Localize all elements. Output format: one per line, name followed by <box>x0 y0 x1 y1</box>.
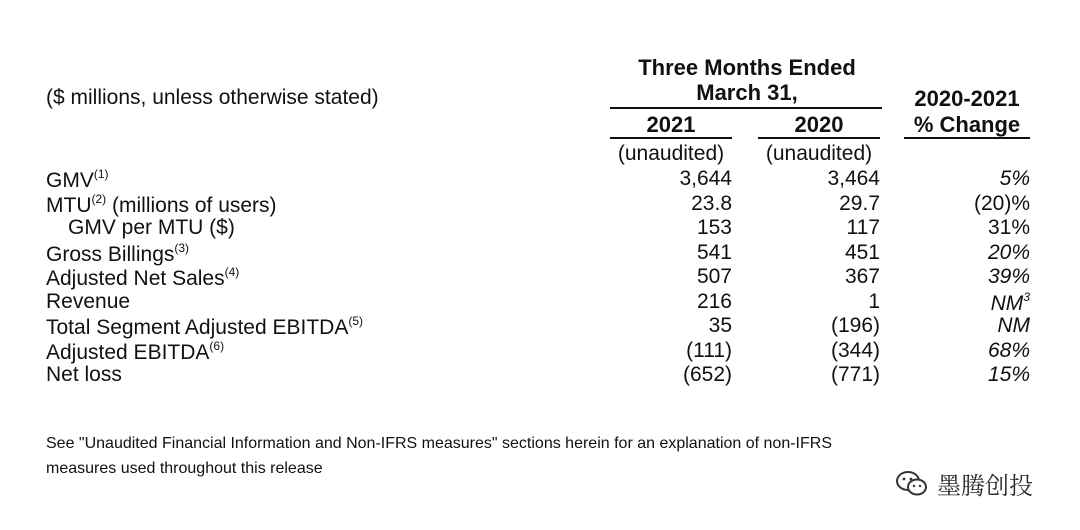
value-2020: 29.7 <box>839 192 880 215</box>
footnote-marker: (5) <box>348 314 363 328</box>
row-label-text: Gross Billings <box>46 243 175 266</box>
percent-change <box>904 339 1030 363</box>
percent-change <box>904 241 1030 265</box>
value-2020: (771) <box>830 363 880 386</box>
row-label <box>46 265 239 291</box>
row-label-text: MTU <box>46 194 92 217</box>
value-2020: 367 <box>844 265 880 288</box>
percent-change <box>904 167 1030 191</box>
row-label <box>46 290 130 314</box>
column-header-2021: 2021 <box>646 112 696 137</box>
row-label <box>46 192 277 218</box>
percent-change <box>904 192 1030 216</box>
percent-change-value: 15% <box>987 363 1030 386</box>
row-label-text: Total Segment Adjusted EBITDA <box>46 316 349 339</box>
watermark <box>895 466 1033 501</box>
value-2021: 507 <box>696 265 732 288</box>
footnote-marker: (2) <box>91 192 107 206</box>
percent-change <box>904 290 1030 316</box>
row-label <box>46 314 363 340</box>
footnote-marker: (1) <box>93 167 109 181</box>
percent-change-value: 68% <box>987 339 1030 362</box>
value-2020: 3,464 <box>827 167 880 190</box>
value-2020: 117 <box>846 216 880 239</box>
footnote-marker: 3 <box>1023 290 1030 304</box>
percent-change <box>904 216 1030 240</box>
value-2020: 1 <box>868 290 880 313</box>
percent-change <box>904 363 1030 387</box>
value-2021: (111) <box>686 339 732 362</box>
value-2021: 216 <box>696 290 732 313</box>
row-label-text: GMV <box>46 169 94 192</box>
column-header-2020: 2020 <box>794 112 844 137</box>
footnote-marker: (4) <box>224 265 240 279</box>
percent-change <box>904 314 1030 338</box>
value-2021: 35 <box>708 314 732 337</box>
period-underline <box>610 107 882 109</box>
percent-change-value: 5% <box>999 167 1030 190</box>
footnote-line-2: measures used throughout this release <box>46 460 323 477</box>
footnote-marker: (3) <box>174 241 190 255</box>
row-label-text: Revenue <box>46 290 131 313</box>
row-label-text: Net loss <box>46 363 122 386</box>
row-label-text: GMV per MTU ($) <box>68 216 235 239</box>
percent-change-value: 20% <box>987 241 1030 264</box>
value-2021: 3,644 <box>679 167 732 190</box>
wechat-icon <box>895 469 929 499</box>
change-title-line1: 2020-2021 <box>914 86 1020 111</box>
percent-change-value: NM <box>997 314 1030 337</box>
change-title-line2: % Change <box>913 112 1021 137</box>
change-underline <box>904 137 1030 139</box>
period-title-line2: March 31, <box>696 80 798 105</box>
value-2021: 23.8 <box>691 192 732 215</box>
footnote-marker: (6) <box>209 339 225 353</box>
value-2020: (344) <box>830 339 880 362</box>
value-2021: 541 <box>696 241 732 264</box>
watermark-text: 墨腾创投 <box>937 473 1033 500</box>
percent-change-value: NM <box>990 292 1024 315</box>
value-2021: (652) <box>682 363 732 386</box>
row-label-text: Adjusted EBITDA <box>46 341 210 364</box>
row-label-suffix: (millions of users) <box>106 194 277 217</box>
audit-note-2021: (unaudited) <box>617 142 725 165</box>
units-note: ($ millions, unless otherwise stated) <box>46 86 379 109</box>
value-2021: 153 <box>696 216 732 239</box>
row-label <box>46 241 189 267</box>
column-2021-underline <box>610 137 732 139</box>
percent-change-value: 39% <box>987 265 1030 288</box>
row-label-text: Adjusted Net Sales <box>46 267 225 290</box>
percent-change <box>904 265 1030 289</box>
value-2020: 451 <box>844 241 880 264</box>
row-label <box>46 167 109 193</box>
row-label <box>68 216 235 240</box>
row-label <box>46 363 122 387</box>
footnote-line-1: See "Unaudited Financial Information and Non-IFRS measures" sections herein for an explanation of non-IFRS <box>46 435 832 452</box>
percent-change-value: (20)% <box>973 192 1030 215</box>
column-2020-underline <box>758 137 880 139</box>
value-2020: (196) <box>830 314 880 337</box>
percent-change-value: 31% <box>987 216 1030 239</box>
row-label <box>46 339 224 365</box>
audit-note-2020: (unaudited) <box>765 142 873 165</box>
period-title-line1: Three Months Ended <box>638 55 856 80</box>
